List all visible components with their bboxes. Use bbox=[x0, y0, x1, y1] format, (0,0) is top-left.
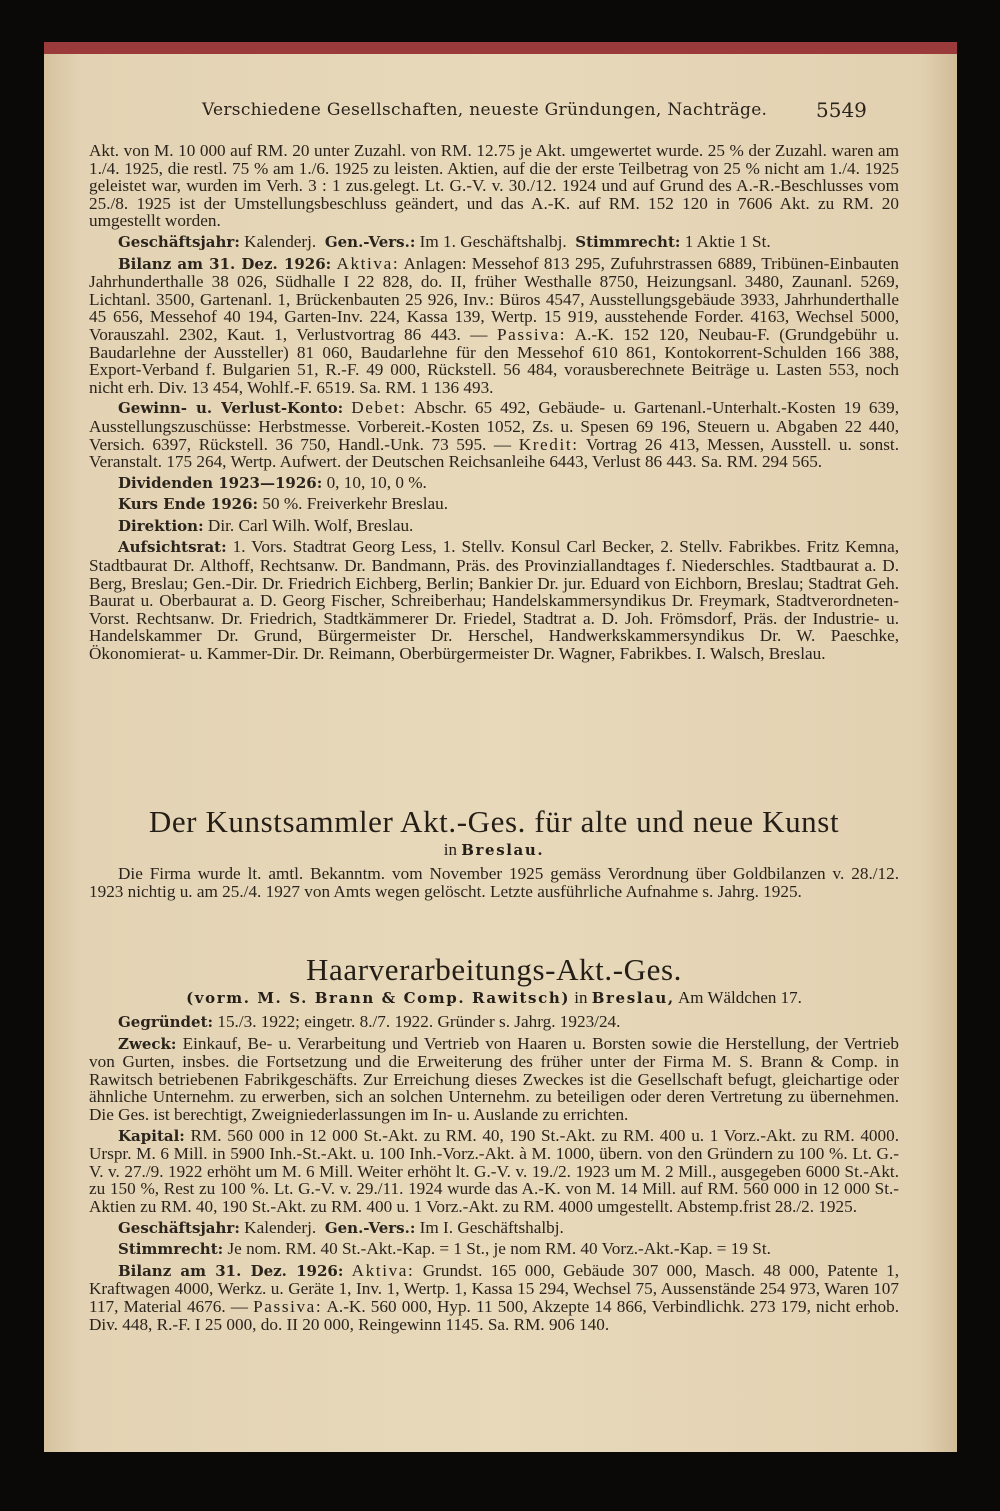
label-direktion: Direktion: bbox=[118, 516, 204, 535]
city-breslau: Breslau. bbox=[461, 841, 545, 859]
value-gen-vers: Im 1. Geschäftshalbj. bbox=[419, 231, 567, 251]
paragraph-stimmrecht bbox=[89, 1240, 899, 1259]
paragraph-kapital bbox=[89, 1127, 899, 1216]
label-aktiva: Aktiva: bbox=[336, 253, 400, 273]
paragraph-gewinn-verlust bbox=[89, 399, 899, 470]
value-dividenden: 0, 10, 10, 0 %. bbox=[326, 472, 427, 492]
paragraph-geschaeftsjahr bbox=[89, 1219, 899, 1238]
paragraph-aufsichtsrat bbox=[89, 538, 899, 662]
label-zweck: Zweck: bbox=[118, 1034, 177, 1053]
value-direktion: Dir. Carl Wilh. Wolf, Breslau. bbox=[207, 515, 414, 535]
label-stimmrecht: Stimmrecht: bbox=[575, 232, 681, 251]
value-geschaeftsjahr: Kalenderj. bbox=[244, 231, 317, 251]
label-stimmrecht: Stimmrecht: bbox=[118, 1240, 224, 1259]
book-page bbox=[44, 42, 957, 1452]
label-dividenden: Dividenden 1923—1926: bbox=[118, 473, 323, 492]
paragraph-bilanz bbox=[89, 255, 899, 397]
paragraph-dividenden bbox=[89, 474, 899, 493]
paragraph-bilanz bbox=[89, 1262, 899, 1333]
section-messe-continuation bbox=[89, 142, 899, 666]
value-bilanz-passiva: A.-K. 560 000, Hyp. 11 500, Akzepte 14 866, Verbindlichk. 273 179, nicht erhob. Div. 448, R.-F. I 25 000, do. II 20 000, Reingewinn 1145. Sa. RM. 906 140. bbox=[89, 1296, 899, 1334]
value-zweck: Einkauf, Be- u. Verarbeitung und Vertrieb von Haaren u. Borsten sowie die Herstellung, der Vertrieb von Gurten, insbes. die Fortsetzung und die Erweiterung des früher unter der Firma M. S. Brann & Comp. in Rawitsch betriebenen Fabrikgeschäfts. Zur Erreichung dieses Zweckes ist die Gesellschaft befugt, gleichartige oder ähnliche Unternehm. zu erwerben, sich an solchen Unternehm. zu beteiligen oder deren Vertretung zu übernehmen. Die Ges. ist berechtigt, Zweigniederlassungen im In- u. Auslande zu errichten. bbox=[89, 1033, 899, 1124]
former-name: (vorm. M. S. Brann & Comp. Rawitsch) bbox=[186, 989, 571, 1007]
section-haarverarbeitung bbox=[89, 952, 899, 1336]
label-aufsichtsrat: Aufsichtsrat: bbox=[118, 538, 227, 557]
label-gen-vers: Gen.-Vers.: bbox=[324, 1218, 416, 1237]
city-breslau: Breslau, bbox=[591, 989, 675, 1007]
label-gegruendet: Gegründet: bbox=[118, 1013, 214, 1031]
value-bilanz-aktiva: Anlagen: Messehof 813 295, Zufuhrstrassen 6889, Tribünen-Einbauten Jahrhunderthalle 38 026, Südhalle I 22 828, do. II, früher Westhalle 8750, Heizungsanl. 3480, Zaunanl. 5269, Lichtanl. 3500, Gartenanl. 1, Brückenbauten 25 926, Inv.: Büros 4547, Ausstellungsgebäude 3933, Jahrhunderthalle 45 656, Messehof 40 194, Garten-Inv. 224, Kassa 139, Wertp. 15 919, ausstehende Forder. 4163, Wechsel 5000, Vorauszahl. 2302, Kaut. 1, Verlustvortrag 86 443. — bbox=[89, 253, 900, 344]
value-gen-vers: Im I. Geschäftshalbj. bbox=[419, 1217, 564, 1237]
paragraph-gegruendet bbox=[89, 1013, 899, 1032]
label-passiva: Passiva: bbox=[496, 324, 567, 344]
value-stimmrecht: Je nom. RM. 40 St.-Akt.-Kap. = 1 St., je nom RM. 40 Vorz.-Akt.-Kap. = 19 St. bbox=[227, 1239, 771, 1259]
section-kunstsammler bbox=[89, 804, 899, 903]
value-bilanz-passiva: A.-K. 152 120, Neubau-F. (Grundgebühr u. Baudarlehne der Aussteller) 81 060, Baudarlehne für den Messehof 610 861, Kontokorrent-Schulden 166 388, Export-Verband f. Bulgarien 51, R.-F. 49 000, Rückstell. 56 484, vorausberechnete Beiträge u. Lasten 553, noch nicht erh. Div. 13 454, Wohlf.-F. 6519. Sa. RM. 1 136 493. bbox=[89, 324, 899, 397]
label-passiva: Passiva: bbox=[253, 1296, 323, 1316]
label-kredit: Kredit: bbox=[518, 434, 579, 454]
label-gewinn-verlust: Gewinn- u. Verlust-Konto: bbox=[118, 399, 344, 418]
paragraph-direktion bbox=[89, 517, 899, 536]
label-kapital: Kapital: bbox=[118, 1126, 185, 1145]
label-kurs: Kurs Ende 1926: bbox=[118, 495, 259, 514]
running-header-title: Verschiedene Gesellschaften, neueste Gründungen, Nachträge. bbox=[202, 100, 768, 120]
paragraph-kunstsammler-note: Die Firma wurde lt. amtl. Bekanntm. vom November 1925 gemäss Verordnung über Goldbilanzen v. 28./12. 1923 nichtig u. am 25./4. 1927 von Amts wegen gelöscht. Letzte ausführliche Aufnahme s. Jahrg. 1925. bbox=[89, 864, 899, 901]
page-number: 5549 bbox=[816, 98, 867, 122]
label-aktiva: Aktiva: bbox=[351, 1260, 415, 1280]
value-debet: Abschr. 65 492, Gebäude- u. Gartenanl.-Unterhalt.-Kosten 19 639, Ausstellungszuschüsse: Herbstmesse. Vorbereit.-Kosten 1052, Zs. u. Spesen 69 196, Steuern u. Abgaben 22 440, Versich. 6397, Rückstell. 36 750, Handl.-Unk. 73 595. — bbox=[89, 398, 900, 454]
value-kapital: RM. 560 000 in 12 000 St.-Akt. zu RM. 40, 190 St.-Akt. zu RM. 400 u. 1 Vorz.-Akt. zu RM. 4000. Urspr. M. 6 Mill. in 5900 Inh.-St.-Akt. u. 100 Inh.-Vorz.-Akt. à M. 1000, übern. von den Gründern zu 100 %. Lt. G.-V. v. 27./9. 1922 erhöht um M. 6 Mill. Weiter erhöht lt. G.-V. v. 19./2. 1923 um M. 2 Mill., ausgegeben 6000 St.-Akt. zu 150 %, Rest zu 100 %. Lt. G.-V. v. 29./11. 1924 wurde das A.-K. von M. 14 Mill. auf RM. 560 000 in 12 000 St.-Aktien zu RM. 40, 190 St.-Akt. zu RM. 400 u. 1 Vorz.-Akt. zu RM. 4000 umgestellt. Abstemp.frist 28./2. 1925. bbox=[89, 1125, 899, 1216]
paragraph-kurs bbox=[89, 495, 899, 514]
paragraph-zweck bbox=[89, 1035, 899, 1124]
label-geschaeftsjahr: Geschäftsjahr: bbox=[118, 232, 240, 251]
value-kredit: Vortrag 26 413, Messen, Ausstell. u. sonst. Veranstalt. 175 264, Wertp. Aufwert. der Deutschen Reichsanleihe 6443, Verlust 86 443. Sa. RM. 294 565. bbox=[89, 434, 899, 472]
value-gegruendet: 15./3. 1922; eingetr. 8./7. 1922. Gründer s. Jahrg. 1923/24. bbox=[217, 1012, 621, 1031]
value-aufsichtsrat: 1. Vors. Stadtrat Georg Less, 1. Stellv. Konsul Carl Becker, 2. Stellv. Fabrikbes. Fritz Kemna, Stadtbaurat Dr. Althoff, Rechtsanw. Dr. Bandmann, Präs. des Provinziallandtages f. Niederschles. Stadtbaurat a. D. Berg, Breslau; Gen.-Dir. Dr. Friedrich Eichberg, Berlin; Bankier Dr. jur. Eduard von Eichborn, Breslau; Stadtrat Geh. Baurat u. Oberbaurat a. D. Georg Fischer, Schreiberhau; Handelskammersyndikus Dr. Freymark, Stadtverordneten-Vorst. Rechtsanw. Dr. Friedrich, Stadtkämmerer Dr. Friedel, Stadtrat a. D. Joh. Frömsdorf, Präs. der Industrie- u. Handelskammer Dr. Grund, Bürgermeister Dr. Herschel, Handwerkskammersyndikus Dr. W. Paeschke, Ökonomierat- u. Kammer-Dir. Dr. Reimann, Oberbürgermeister Dr. Wagner, Fabrikbes. I. Walsch, Breslau. bbox=[89, 537, 900, 664]
running-header bbox=[44, 100, 957, 136]
value-kurs: 50 %. Freiverkehr Breslau. bbox=[262, 494, 449, 514]
label-geschaeftsjahr: Geschäftsjahr: bbox=[118, 1218, 240, 1237]
value-geschaeftsjahr: Kalenderj. bbox=[244, 1217, 317, 1237]
label-gen-vers: Gen.-Vers.: bbox=[324, 232, 416, 251]
red-binding-band bbox=[44, 42, 957, 54]
paragraph-aktien-umstellung: Akt. von M. 10 000 auf RM. 20 unter Zuzahl. von RM. 12.75 je Akt. umgewertet wurde. 25 % der Zuzahl. waren am 1./4. 1925, die restl. 75 % am 1./6. 1925 zu leisten. Aktien, auf die der erste Teilbetrag von 25 % nicht am 1./4. 1925 geleistet war, wurden im Verh. 3 : 1 zus.gelegt. Lt. G.-V. v. 30./12. 1924 und auf Grund des A.-R.-Beschlusses vom 25./8. 1925 ist der Umstellungsbeschluss geändert, und das A.-K. auf RM. 152 120 in 7606 Akt. zu RM. 20 umgestellt worden. bbox=[89, 141, 899, 231]
in-label: in bbox=[443, 840, 458, 859]
label-bilanz: Bilanz am 31. Dez. 1926: bbox=[118, 1261, 344, 1280]
in-label: in bbox=[574, 988, 588, 1007]
company-title-kunstsammler: Der Kunstsammler Akt.-Ges. für alte und neue Kunst bbox=[148, 804, 840, 839]
address: Am Wäldchen 17. bbox=[678, 988, 802, 1007]
label-bilanz: Bilanz am 31. Dez. 1926: bbox=[118, 254, 332, 273]
value-stimmrecht: 1 Aktie 1 St. bbox=[684, 231, 771, 251]
company-title-haarverarbeitung: Haarverarbeitungs-Akt.-Ges. bbox=[306, 952, 682, 987]
company-subtitle-haarverarbeitung bbox=[89, 988, 899, 1008]
paragraph-geschaeftsjahr bbox=[89, 233, 899, 252]
company-location-kunstsammler bbox=[89, 840, 899, 860]
value-bilanz-aktiva: Grundst. 165 000, Gebäude 307 000, Masch. 48 000, Patente 1, Kraftwagen 4000, Werkz. u. Geräte 1, Inv. 1, Wertp. 1, Kassa 15 294, Wechsel 75, Aussenstände 254 973, Waren 107 117, Material 4676. — bbox=[89, 1260, 899, 1316]
label-debet: Debet: bbox=[351, 398, 407, 418]
